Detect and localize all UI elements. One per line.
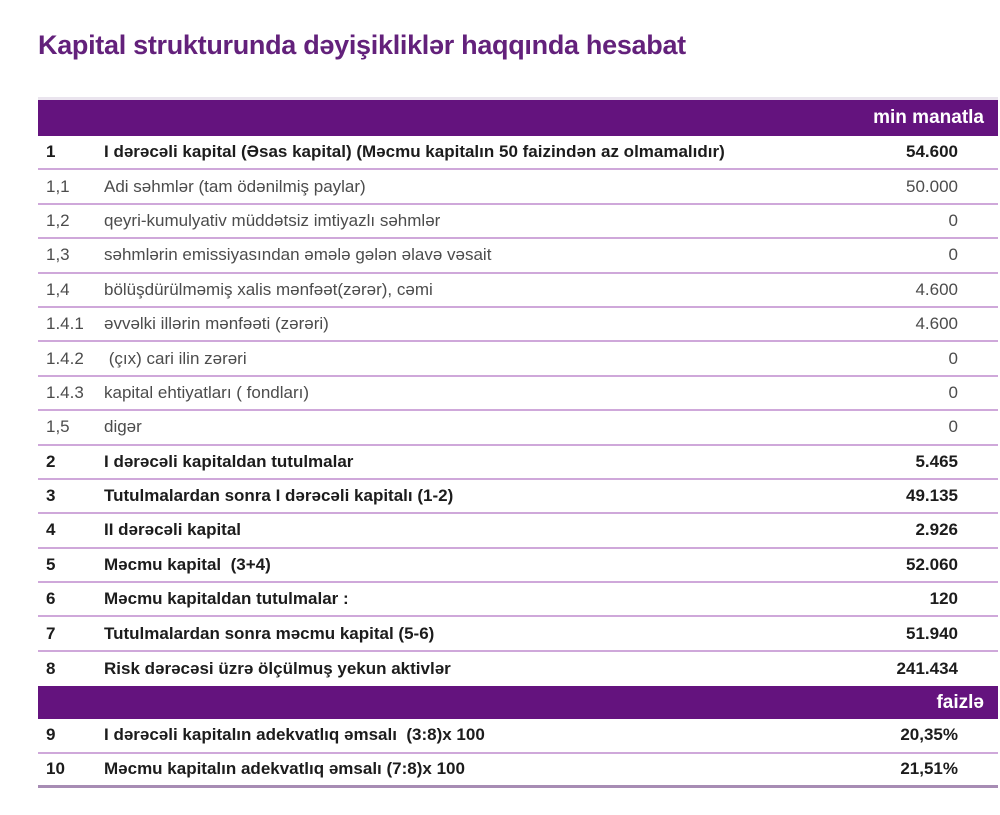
row-value: 5.465 [915,451,958,471]
row-no: 10 [46,759,65,779]
row-label: I dərəcəli kapitaldan tutulmalar [104,451,354,471]
row-no: 1.4.1 [46,314,84,334]
row-no: 1,5 [46,417,70,437]
row-no: 8 [46,659,56,679]
row-no: 1 [46,142,56,162]
row-value: 21,51% [900,759,958,779]
row-label: digər [104,417,142,437]
row-no: 9 [46,725,56,745]
table-percent-header-bar [38,686,998,719]
table-row [38,549,998,583]
table-row [38,719,998,753]
row-no: 1,3 [46,245,70,265]
page-title: Kapital strukturunda dəyişikliklər haqqında hesabat [38,30,686,60]
row-value: 4.600 [915,279,958,299]
row-label: Məcmu kapital (3+4) [104,554,271,574]
row-label: Risk dərəcəsi üzrə ölçülmuş yekun aktivlər [104,659,451,679]
row-label: I dərəcəli kapitalın adekvatlıq əmsalı (3:8)x 100 [104,725,485,745]
row-label: bölüşdürülməmiş xalis mənfəət(zərər), cəmi [104,279,433,299]
row-no: 5 [46,554,56,574]
table-row [38,617,998,651]
row-value: 4.600 [915,314,958,334]
table-row [38,583,998,617]
row-label: Adi səhmlər (tam ödənilmiş paylar) [104,176,366,196]
table-row [38,205,998,239]
row-value: 0 [948,348,958,368]
table-row [38,136,998,170]
row-no: 3 [46,486,56,506]
row-value: 0 [948,417,958,437]
table-row [38,514,998,548]
row-label: səhmlərin emissiyasından əmələ gələn əlavə vəsait [104,245,492,265]
unit-header-label: min manatla [873,107,984,128]
row-value: 241.434 [896,659,958,679]
table-row [38,274,998,308]
row-label: Məcmu kapitalın adekvatlıq əmsalı (7:8)x 100 [104,759,465,779]
row-value: 51.940 [906,623,958,643]
row-label: I dərəcəli kapital (Əsas kapital) (Məcmu kapitalın 50 faizindən az olmamalıdır) [104,142,725,162]
row-label: (çıx) cari ilin zərəri [104,348,247,368]
row-value: 0 [948,245,958,265]
table-row [38,754,998,788]
row-label: kapital ehtiyatları ( fondları) [104,382,310,402]
table-percent-rows [38,719,998,788]
row-no: 4 [46,520,56,540]
row-no: 2 [46,451,56,471]
row-no: 6 [46,589,56,609]
row-value: 0 [948,210,958,230]
table-row [38,308,998,342]
table-main-rows [38,136,998,686]
table-row [38,377,998,411]
row-value: 50.000 [906,176,958,196]
row-label: əvvəlki illərin mənfəəti (zərəri) [104,314,329,334]
row-value: 54.600 [906,142,958,162]
row-no: 1.4.3 [46,382,84,402]
row-no: 1,1 [46,176,70,196]
table-row [38,480,998,514]
row-value: 20,35% [900,725,958,745]
table-row [38,239,998,273]
row-no: 1,2 [46,210,70,230]
row-value: 52.060 [906,554,958,574]
row-label: qeyri-kumulyativ müddətsiz imtiyazlı səhmlər [104,210,441,230]
row-label: Məcmu kapitaldan tutulmalar : [104,589,349,609]
table-row [38,170,998,204]
table-row [38,652,998,686]
row-value: 120 [929,589,958,609]
row-no: 7 [46,623,56,643]
capital-structure-table [38,97,998,788]
row-value: 2.926 [915,520,958,540]
percent-header-label: faizlə [936,691,984,713]
row-label: Tutulmalardan sonra I dərəcəli kapitalı (1-2) [104,486,454,506]
row-value: 49.135 [906,486,958,506]
row-no: 1.4.2 [46,348,84,368]
table-row [38,411,998,445]
row-no: 1,4 [46,279,70,299]
table-row [38,342,998,376]
row-label: II dərəcəli kapital [104,520,242,540]
row-label: Tutulmalardan sonra məcmu kapital (5-6) [104,623,435,643]
row-value: 0 [948,382,958,402]
table-row [38,446,998,480]
table-unit-header-bar [38,100,998,136]
